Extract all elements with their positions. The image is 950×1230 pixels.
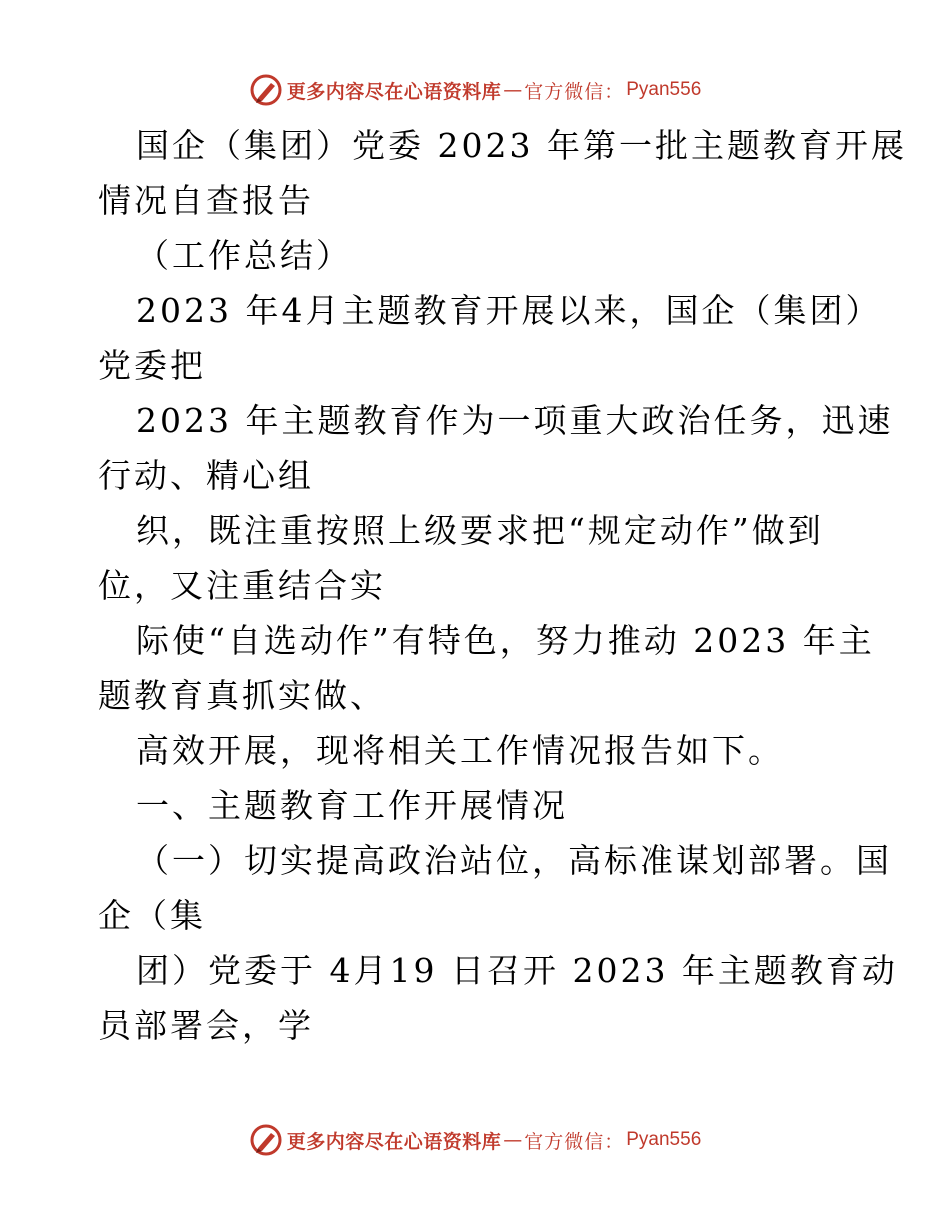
footer-banner xyxy=(0,1120,950,1160)
body-line: 员部署会，学 xyxy=(98,1006,314,1045)
footer-wechat-id: Pyan556 xyxy=(626,1129,702,1150)
body-line: 际使“自选动作”有特色，努力推动 2023 年主 xyxy=(136,621,875,660)
footer-banner-text: 更多内容尽在心语资料库 xyxy=(286,1130,502,1153)
document-body xyxy=(98,118,907,1053)
pen-logo-icon xyxy=(249,1123,283,1157)
body-line: 位，又注重结合实 xyxy=(98,566,386,605)
title-line-1: 国企（集团）党委 2023 年第一批主题教育开展 xyxy=(136,126,907,165)
body-line: 题教育真抓实做、 xyxy=(98,676,386,715)
body-line: （一）切实提高政治站位，高标准谋划部署。国 xyxy=(136,841,892,880)
subtitle-line: （工作总结） xyxy=(136,236,352,275)
header-wechat-label: 官方微信： xyxy=(524,80,625,103)
section-heading: 一、主题教育工作开展情况 xyxy=(136,786,568,825)
body-line: 2023 年4月主题教育开展以来，国企（集团） xyxy=(136,291,882,330)
body-line: 高效开展，现将相关工作情况报告如下。 xyxy=(136,731,784,770)
header-wechat-id: Pyan556 xyxy=(626,79,702,100)
pen-logo-icon xyxy=(249,73,283,107)
header-banner xyxy=(0,70,950,110)
body-line: 企（集 xyxy=(98,896,206,935)
body-line: 党委把 xyxy=(98,346,206,385)
title-line-2: 情况自查报告 xyxy=(98,181,314,220)
body-line: 织，既注重按照上级要求把“规定动作”做到 xyxy=(136,511,824,550)
footer-wechat-label: 官方微信： xyxy=(524,1130,625,1153)
header-banner-separator: — xyxy=(503,79,523,101)
body-line: 团）党委于 4月19 日召开 2023 年主题教育动 xyxy=(136,951,898,990)
header-banner-text: 更多内容尽在心语资料库 xyxy=(286,80,502,103)
body-line: 行动、精心组 xyxy=(98,456,314,495)
footer-banner-separator: — xyxy=(503,1129,523,1151)
body-line: 2023 年主题教育作为一项重大政治任务，迅速 xyxy=(136,401,894,440)
